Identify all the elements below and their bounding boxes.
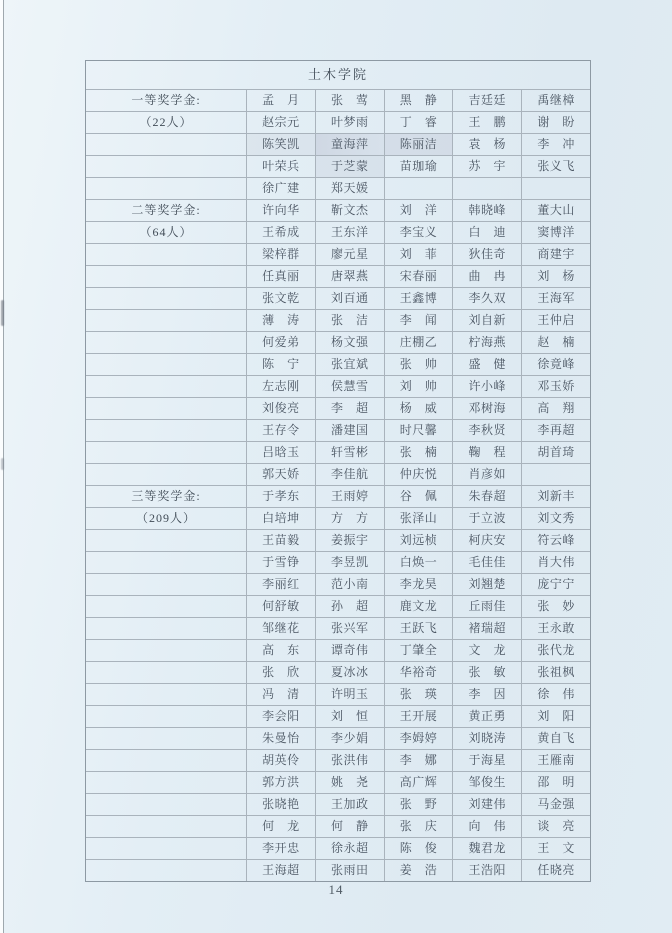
student-name-cell: 左志刚	[246, 375, 315, 397]
student-name-cell: 高广辉	[384, 771, 453, 793]
table-row	[86, 705, 590, 727]
label-spacer-cell	[86, 353, 246, 375]
table-row	[86, 573, 590, 595]
table-row	[86, 727, 590, 749]
student-name-cell: 文 龙	[452, 639, 521, 661]
student-name-cell: 庄棚乙	[384, 331, 453, 353]
empty-cell	[521, 177, 590, 199]
table-row	[86, 397, 590, 419]
student-name-cell: 时尺馨	[384, 419, 453, 441]
label-spacer-cell	[86, 749, 246, 771]
label-spacer-cell	[86, 309, 246, 331]
student-name-cell: 李再超	[521, 419, 590, 441]
student-name-cell: 董大山	[521, 199, 590, 221]
student-name-cell: 李姆婷	[384, 727, 453, 749]
student-name-cell: 梁梓群	[246, 243, 315, 265]
student-name-cell: 靳文杰	[315, 199, 384, 221]
student-name-cell: 丘雨佳	[452, 595, 521, 617]
student-name-cell: 曲 冉	[452, 265, 521, 287]
student-name-cell: 于雪铮	[246, 551, 315, 573]
student-name-cell: 张祖枫	[521, 661, 590, 683]
student-name-cell: 韩晓峰	[452, 199, 521, 221]
student-name-cell: 任晓亮	[521, 859, 590, 881]
label-spacer-cell	[86, 859, 246, 881]
student-name-cell: 刘自新	[452, 309, 521, 331]
table-row	[86, 507, 590, 529]
student-name-cell: 孟 月	[246, 89, 315, 111]
label-spacer-cell	[86, 265, 246, 287]
student-name-cell: 狄佳奇	[452, 243, 521, 265]
student-name-cell: 华裕奇	[384, 661, 453, 683]
student-name-cell: 谭奇伟	[315, 639, 384, 661]
student-name-cell: 李开忠	[246, 837, 315, 859]
label-spacer-cell	[86, 133, 246, 155]
student-name-cell: 王 文	[521, 837, 590, 859]
table-row	[86, 661, 590, 683]
table-row	[86, 551, 590, 573]
student-name-cell: 魏君龙	[452, 837, 521, 859]
student-name-cell: 何 龙	[246, 815, 315, 837]
table-row	[86, 111, 590, 133]
student-name-cell: 符云峰	[521, 529, 590, 551]
student-name-cell: 肖大伟	[521, 551, 590, 573]
table-row	[86, 309, 590, 331]
student-name-cell: 肖彦如	[452, 463, 521, 485]
student-name-cell: 李 超	[315, 397, 384, 419]
student-name-cell: 廖元星	[315, 243, 384, 265]
student-name-cell: 李少娟	[315, 727, 384, 749]
student-name-cell: 柠海燕	[452, 331, 521, 353]
empty-cell	[521, 463, 590, 485]
student-name-cell: 李 闻	[384, 309, 453, 331]
student-name-cell: 刘 帅	[384, 375, 453, 397]
student-name-cell: 刘远桢	[384, 529, 453, 551]
table-row	[86, 837, 590, 859]
student-name-cell: 白 迪	[452, 221, 521, 243]
label-spacer-cell	[86, 837, 246, 859]
student-name-cell: 轩雪彬	[315, 441, 384, 463]
student-name-cell: 李佳航	[315, 463, 384, 485]
section-count-cell: （64人）	[86, 221, 246, 243]
student-name-cell: 鹿文龙	[384, 595, 453, 617]
student-name-cell: 郭方洪	[246, 771, 315, 793]
student-name-cell: 张宜斌	[315, 353, 384, 375]
table-row	[86, 441, 590, 463]
student-name-cell: 杨文强	[315, 331, 384, 353]
table-row	[86, 199, 590, 221]
student-name-cell: 谢 盼	[521, 111, 590, 133]
table-row	[86, 639, 590, 661]
student-name-cell: 刘百通	[315, 287, 384, 309]
student-name-cell: 张文乾	[246, 287, 315, 309]
scholarship-table	[85, 60, 591, 882]
student-name-cell: 陈 宁	[246, 353, 315, 375]
student-name-cell: 吉廷廷	[452, 89, 521, 111]
student-name-cell: 赵宗元	[246, 111, 315, 133]
table-row	[86, 331, 590, 353]
student-name-cell: 张 欣	[246, 661, 315, 683]
section-label-cell: 二等奖学金:	[86, 199, 246, 221]
table-row	[86, 265, 590, 287]
student-name-cell: 于海星	[452, 749, 521, 771]
student-name-cell: 禹继樟	[521, 89, 590, 111]
label-spacer-cell	[86, 683, 246, 705]
label-spacer-cell	[86, 573, 246, 595]
student-name-cell: 刘 阳	[521, 705, 590, 727]
student-name-cell: 丁肇全	[384, 639, 453, 661]
student-name-cell: 何爱弟	[246, 331, 315, 353]
college-header: 土木学院	[307, 67, 368, 82]
student-name-cell: 陈 俊	[384, 837, 453, 859]
student-name-cell: 王雁南	[521, 749, 590, 771]
student-name-cell: 许小峰	[452, 375, 521, 397]
label-spacer-cell	[86, 375, 246, 397]
student-name-cell: 李宝义	[384, 221, 453, 243]
student-name-cell: 王永敢	[521, 617, 590, 639]
student-name-cell: 王海超	[246, 859, 315, 881]
table-row	[86, 463, 590, 485]
label-spacer-cell	[86, 639, 246, 661]
table-row	[86, 485, 590, 507]
student-name-cell: 刘俊亮	[246, 397, 315, 419]
student-name-cell: 张晓艳	[246, 793, 315, 815]
student-name-cell: 谈 亮	[521, 815, 590, 837]
label-spacer-cell	[86, 529, 246, 551]
student-name-cell: 白焕一	[384, 551, 453, 573]
label-spacer-cell	[86, 397, 246, 419]
student-name-cell: 李龙昊	[384, 573, 453, 595]
label-spacer-cell	[86, 815, 246, 837]
student-name-cell: 张 野	[384, 793, 453, 815]
student-name-cell: 陈笑凯	[246, 133, 315, 155]
student-name-cell: 邵 明	[521, 771, 590, 793]
table-row	[86, 287, 590, 309]
student-name-cell: 夏冰冰	[315, 661, 384, 683]
student-name-cell: 王希成	[246, 221, 315, 243]
student-name-cell: 徐广建	[246, 177, 315, 199]
label-spacer-cell	[86, 595, 246, 617]
student-name-cell: 李秋贤	[452, 419, 521, 441]
student-name-cell: 王浩阳	[452, 859, 521, 881]
student-name-cell: 苗珈瑜	[384, 155, 453, 177]
student-name-cell: 王 鹏	[452, 111, 521, 133]
table-row	[86, 89, 590, 111]
label-spacer-cell	[86, 155, 246, 177]
section-count-cell: （209人）	[86, 507, 246, 529]
student-name-cell: 李 娜	[384, 749, 453, 771]
student-name-cell: 袁 杨	[452, 133, 521, 155]
label-spacer-cell	[86, 243, 246, 265]
table-row	[86, 419, 590, 441]
student-name-cell: 薄 涛	[246, 309, 315, 331]
student-name-cell: 于芝蒙	[315, 155, 384, 177]
student-name-cell: 王存令	[246, 419, 315, 441]
section-label-cell: 三等奖学金:	[86, 485, 246, 507]
student-name-cell: 侯慧雪	[315, 375, 384, 397]
student-name-cell: 黄自飞	[521, 727, 590, 749]
student-name-cell: 李 冲	[521, 133, 590, 155]
student-name-cell: 吕晗玉	[246, 441, 315, 463]
student-name-cell: 柯庆安	[452, 529, 521, 551]
student-name-cell: 张 庆	[384, 815, 453, 837]
label-spacer-cell	[86, 661, 246, 683]
table-row	[86, 859, 590, 881]
student-name-cell: 张 妙	[521, 595, 590, 617]
student-name-cell: 任真丽	[246, 265, 315, 287]
student-name-cell: 李久双	[452, 287, 521, 309]
empty-cell	[452, 177, 521, 199]
student-name-cell: 王苗毅	[246, 529, 315, 551]
student-name-cell: 唐翠燕	[315, 265, 384, 287]
label-spacer-cell	[86, 551, 246, 573]
student-name-cell: 朱曼怡	[246, 727, 315, 749]
student-name-cell: 张代龙	[521, 639, 590, 661]
student-name-cell: 张义飞	[521, 155, 590, 177]
table-row	[86, 133, 590, 155]
student-name-cell: 郭天娇	[246, 463, 315, 485]
student-name-cell: 刘 洋	[384, 199, 453, 221]
label-spacer-cell	[86, 177, 246, 199]
label-spacer-cell	[86, 705, 246, 727]
student-name-cell: 姚 尧	[315, 771, 384, 793]
table-row	[86, 683, 590, 705]
student-name-cell: 张雨田	[315, 859, 384, 881]
student-name-cell: 张兴军	[315, 617, 384, 639]
page-number: 14	[328, 882, 344, 897]
table-row	[86, 375, 590, 397]
student-name-cell: 姜振宇	[315, 529, 384, 551]
student-name-cell: 李会阳	[246, 705, 315, 727]
table-row	[86, 221, 590, 243]
student-name-cell: 向 伟	[452, 815, 521, 837]
student-name-cell: 郑天媛	[315, 177, 384, 199]
student-name-cell: 张 莺	[315, 89, 384, 111]
student-name-cell: 黄正勇	[452, 705, 521, 727]
student-name-cell: 张 帅	[384, 353, 453, 375]
student-name-cell: 窦博洋	[521, 221, 590, 243]
label-spacer-cell	[86, 463, 246, 485]
student-name-cell: 马金强	[521, 793, 590, 815]
table-row	[86, 529, 590, 551]
student-name-cell: 王开展	[384, 705, 453, 727]
student-name-cell: 盛 健	[452, 353, 521, 375]
student-name-cell: 邓树海	[452, 397, 521, 419]
student-name-cell: 刘建伟	[452, 793, 521, 815]
table-row	[86, 155, 590, 177]
section-count-cell: （22人）	[86, 111, 246, 133]
student-name-cell: 潘建国	[315, 419, 384, 441]
student-name-cell: 刘 杨	[521, 265, 590, 287]
student-name-cell: 王跃飞	[384, 617, 453, 639]
student-name-cell: 陈丽洁	[384, 133, 453, 155]
student-name-cell: 褚瑞超	[452, 617, 521, 639]
student-name-cell: 徐竟峰	[521, 353, 590, 375]
student-name-cell: 叶梦雨	[315, 111, 384, 133]
student-name-cell: 赵 楠	[521, 331, 590, 353]
student-name-cell: 商建宇	[521, 243, 590, 265]
student-name-cell: 张 瑛	[384, 683, 453, 705]
student-name-cell: 于孝东	[246, 485, 315, 507]
student-name-cell: 王海军	[521, 287, 590, 309]
label-spacer-cell	[86, 419, 246, 441]
student-name-cell: 苏 宇	[452, 155, 521, 177]
student-name-cell: 宋春丽	[384, 265, 453, 287]
student-name-cell: 刘晓涛	[452, 727, 521, 749]
student-name-cell: 邓玉娇	[521, 375, 590, 397]
student-name-cell: 范小南	[315, 573, 384, 595]
student-name-cell: 孙 超	[315, 595, 384, 617]
student-name-cell: 张 洁	[315, 309, 384, 331]
student-name-cell: 张洪伟	[315, 749, 384, 771]
student-name-cell: 童海萍	[315, 133, 384, 155]
student-name-cell: 刘 菲	[384, 243, 453, 265]
student-name-cell: 李昱凯	[315, 551, 384, 573]
scan-smudge	[1, 458, 4, 470]
student-name-cell: 方 方	[315, 507, 384, 529]
table-row	[86, 749, 590, 771]
student-name-cell: 于立波	[452, 507, 521, 529]
student-name-cell: 王东洋	[315, 221, 384, 243]
student-name-cell: 黑 静	[384, 89, 453, 111]
student-name-cell: 许向华	[246, 199, 315, 221]
student-name-cell: 刘 恒	[315, 705, 384, 727]
student-name-cell: 刘翘楚	[452, 573, 521, 595]
table-row	[86, 353, 590, 375]
student-name-cell: 邹继花	[246, 617, 315, 639]
student-name-cell: 毛佳佳	[452, 551, 521, 573]
label-spacer-cell	[86, 331, 246, 353]
student-name-cell: 胡首琦	[521, 441, 590, 463]
student-name-cell: 白培坤	[246, 507, 315, 529]
student-name-cell: 张 楠	[384, 441, 453, 463]
student-name-cell: 王加政	[315, 793, 384, 815]
student-name-cell: 张 敏	[452, 661, 521, 683]
label-spacer-cell	[86, 287, 246, 309]
student-name-cell: 高 翔	[521, 397, 590, 419]
student-name-cell: 丁 睿	[384, 111, 453, 133]
student-name-cell: 庞宁宁	[521, 573, 590, 595]
student-name-cell: 胡英伶	[246, 749, 315, 771]
student-name-cell: 杨 威	[384, 397, 453, 419]
student-name-cell: 许明玉	[315, 683, 384, 705]
student-name-cell: 王雨婷	[315, 485, 384, 507]
scan-smudge	[1, 300, 4, 326]
student-name-cell: 邹俊生	[452, 771, 521, 793]
student-name-cell: 刘新丰	[521, 485, 590, 507]
student-name-cell: 冯 清	[246, 683, 315, 705]
student-name-cell: 刘文秀	[521, 507, 590, 529]
table-row	[86, 243, 590, 265]
table-row	[86, 595, 590, 617]
student-name-cell: 何舒敏	[246, 595, 315, 617]
student-name-cell: 王鑫博	[384, 287, 453, 309]
empty-cell	[384, 177, 453, 199]
table-row	[86, 177, 590, 199]
student-name-cell: 谷 佩	[384, 485, 453, 507]
section-label-cell: 一等奖学金:	[86, 89, 246, 111]
student-name-cell: 徐 伟	[521, 683, 590, 705]
table-row	[86, 815, 590, 837]
label-spacer-cell	[86, 793, 246, 815]
student-name-cell: 徐永超	[315, 837, 384, 859]
table-row	[86, 617, 590, 639]
table-row	[86, 771, 590, 793]
student-name-cell: 高 东	[246, 639, 315, 661]
student-name-cell: 朱春超	[452, 485, 521, 507]
student-name-cell: 仲庆悦	[384, 463, 453, 485]
label-spacer-cell	[86, 727, 246, 749]
student-name-cell: 鞠 程	[452, 441, 521, 463]
label-spacer-cell	[86, 771, 246, 793]
student-name-cell: 李丽红	[246, 573, 315, 595]
label-spacer-cell	[86, 441, 246, 463]
student-name-cell: 叶荣兵	[246, 155, 315, 177]
student-name-cell: 王仲启	[521, 309, 590, 331]
student-name-cell: 张泽山	[384, 507, 453, 529]
student-name-cell: 姜 浩	[384, 859, 453, 881]
table-row	[86, 793, 590, 815]
student-name-cell: 何 静	[315, 815, 384, 837]
student-name-cell: 李 因	[452, 683, 521, 705]
label-spacer-cell	[86, 617, 246, 639]
